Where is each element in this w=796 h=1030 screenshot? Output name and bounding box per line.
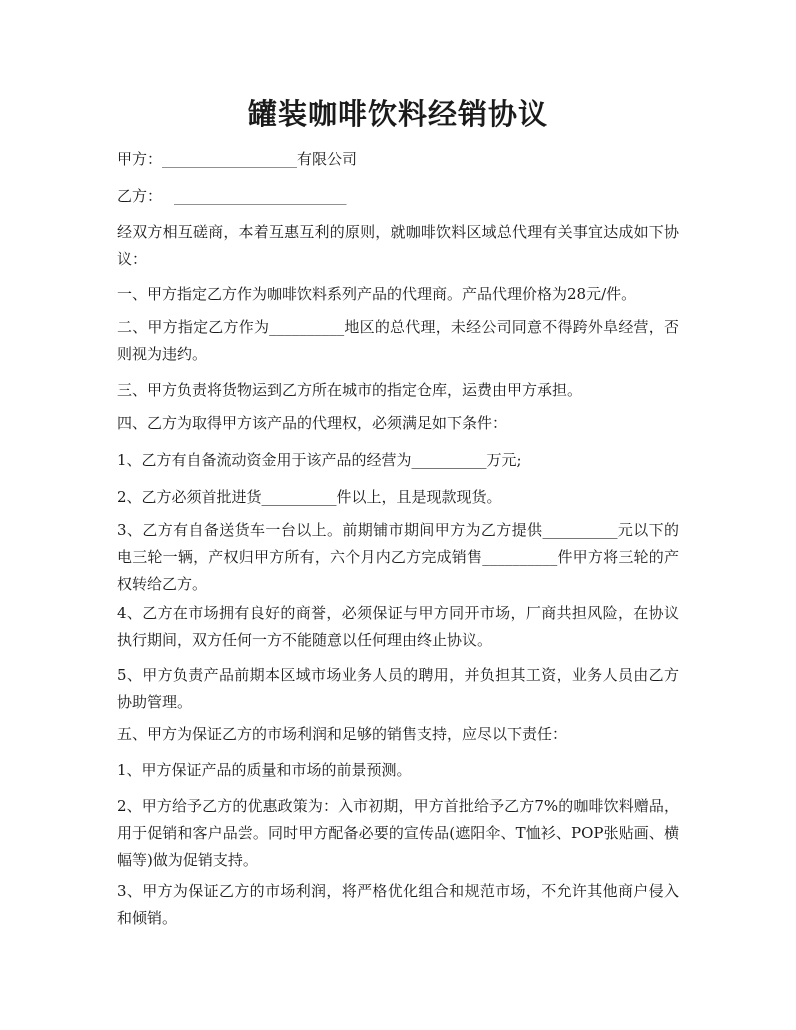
clause-4-item-5: 5、甲方负责产品前期本区域市场业务人员的聘用，并负担其工资，业务人员由乙方协助管理。 xyxy=(117,666,679,711)
clause-4: 四、乙方为取得甲方该产品的代理权，必须满足如下条件： xyxy=(117,414,508,432)
clause-4-item-3: 3、乙方有自备送货车一台以上。前期铺市期间甲方为乙方提供__________元以下的电三轮一辆，产权归甲方所有，六个月内乙方完成销售__________件甲方将三轮的产权转给乙方。 xyxy=(117,521,679,593)
clause-1: 一、甲方指定乙方作为咖啡饮料系列产品的代理商。产品代理价格为28元/件。 xyxy=(117,285,637,303)
clause-4-item-1: 1、乙方有自备流动资金用于该产品的经营为__________万元; xyxy=(117,451,522,469)
clause-2: 二、甲方指定乙方作为__________地区的总代理，未经公司同意不得跨外阜经营，否则视为违约。 xyxy=(117,318,679,363)
party-b-blank: _______________________ xyxy=(174,187,347,205)
clause-5: 五、甲方为保证乙方的市场利润和足够的销售支持，应尽以下责任： xyxy=(117,725,568,743)
party-a-line xyxy=(117,148,357,170)
document-title: 罐装咖啡饮料经销协议 xyxy=(247,97,548,131)
party-b-label: 乙方： xyxy=(117,187,163,205)
clause-5-item-2: 2、甲方给予乙方的优惠政策为：入市初期，甲方首批给予乙方7%的咖啡饮料赠品，用于促销和客户品尝。同时甲方配备必要的宣传品(遮阳伞、T恤衫、POP张贴画、横幅等)做为促销支持。 xyxy=(117,797,679,869)
clause-5-item-1: 1、甲方保证产品的质量和市场的前景预测。 xyxy=(117,761,412,779)
clause-4-item-4: 4、乙方在市场拥有良好的商誉，必须保证与甲方同开市场，厂商共担风险，在协议执行期间，双方任何一方不能随意以任何理由终止协议。 xyxy=(117,604,679,649)
preamble-paragraph: 经双方相互磋商，本着互惠互利的原则，就咖啡饮料区域总代理有关事宜达成如下协议： xyxy=(117,223,679,268)
clause-3: 三、甲方负责将货物运到乙方所在城市的指定仓库，运费由甲方承担。 xyxy=(117,381,583,399)
party-a-blank: __________________ xyxy=(162,150,298,168)
party-b-line xyxy=(117,185,347,207)
party-a-suffix: 有限公司 xyxy=(297,150,358,168)
party-a-label: 甲方： xyxy=(117,150,163,168)
clause-5-item-3: 3、甲方为保证乙方的市场利润，将严格优化组合和规范市场，不允许其他商户侵入和倾销。 xyxy=(117,882,679,927)
clause-4-item-2: 2、乙方必须首批进货__________件以上，且是现款现货。 xyxy=(117,488,502,506)
